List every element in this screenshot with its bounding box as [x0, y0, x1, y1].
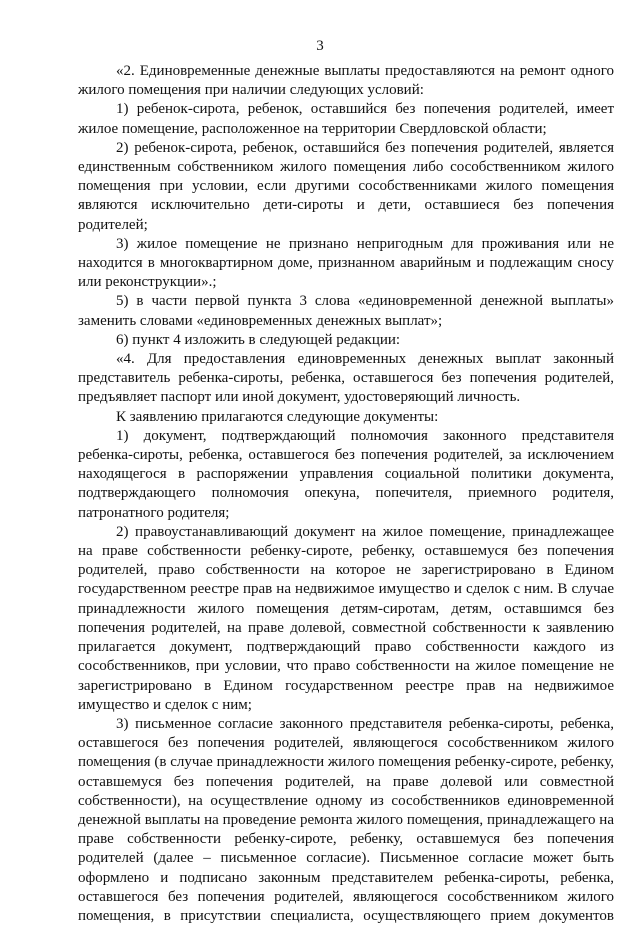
- paragraph-item-2-conditions: «2. Единовременные денежные выплаты предоставляются на ремонт одного жилого помещения при наличии следующих условий:: [78, 63, 614, 99]
- paragraph-documents-intro: К заявлению прилагаются следующие документы:: [116, 408, 439, 425]
- paragraph-document-2: 2) правоустанавливающий документ на жилое помещение, принадлежащее на праве собственности ребенку-сироте, ребенку, оставшемуся без попечения родителей, право собственности на которое не зарегистрировано в Едином государственном реестре прав на недвижимое имущество и сделок с ним. В случае принадлежности жилого помещения детям-сиротам, детям, оставшимся без попечения родителей, на праве долевой, совместной собственности к заявлению прилагается документ, подтверждающий право собственности каждого из сособственников, при условии, что право собственности на жилое помещение не зарегистрировано в Едином государственном реестре прав на недвижимое имущество и сделок с ним;: [78, 523, 614, 713]
- page-number: 3: [316, 38, 324, 54]
- paragraph-condition-3: 3) жилое помещение не признано непригодным для проживания или не находится в многоквартирном доме, признанном аварийным и подлежащим сносу или реконструкции».;: [78, 235, 614, 291]
- document-body: [78, 62, 614, 926]
- paragraph-document-1: 1) документ, подтверждающий полномочия законного представителя ребенка-сироты, ребенка, оставшегося без попечения родителей, за исключением находящегося в распоряжении управления социальной политики документа, подтверждающего полномочия опекуна, попечителя, приемного родителя, патронатного родителя;: [78, 427, 614, 521]
- paragraph-amendment-5: 5) в части первой пункта 3 слова «единовременной денежной выплаты» заменить словами «единовременных денежных выплат»;: [78, 293, 614, 329]
- paragraph-amendment-6: 6) пункт 4 изложить в следующей редакции:: [116, 331, 401, 348]
- paragraph-condition-1: 1) ребенок-сирота, ребенок, оставшийся без попечения родителей, имеет жилое помещение, расположенное на территории Свердловской области;: [78, 101, 614, 137]
- paragraph-item-4: «4. Для предоставления единовременных денежных выплат законный представитель ребенка-сироты, ребенка, оставшегося без попечения родителей, предъявляет паспорт или иной документ, удостоверяющий личность.: [78, 351, 614, 406]
- paragraph-document-3: 3) письменное согласие законного представителя ребенка-сироты, ребенка, оставшегося без попечения родителей, являющегося сособственником жилого помещения (в случае принадлежности жилого помещения ребенку-сироте, ребенку, оставшемуся без попечения родителей, на праве долевой или совместной собственности), на осуществление одному из сособственников единовременной денежной выплаты на проведение ремонта жилого помещения, принадлежащего на праве собственности ребенку-сироте, ребенку, оставшемуся без попечения родителей (далее – письменное согласие). Письменное согласие может быть оформлено и подписано законным представителем ребенка-сироты, ребенка, оставшегося без попечения родителей, являющегося сособственником жилого помещения, в присутствии специалиста, осуществляющего прием документов: [78, 715, 614, 924]
- paragraph-condition-2: 2) ребенок-сирота, ребенок, оставшийся без попечения родителей, является единственным собственником жилого помещения либо сособственником жилого помещения при условии, если другими сособственниками жилого помещения являются исключительно дети-сироты и дети, оставшиеся без попечения родителей;: [78, 139, 614, 233]
